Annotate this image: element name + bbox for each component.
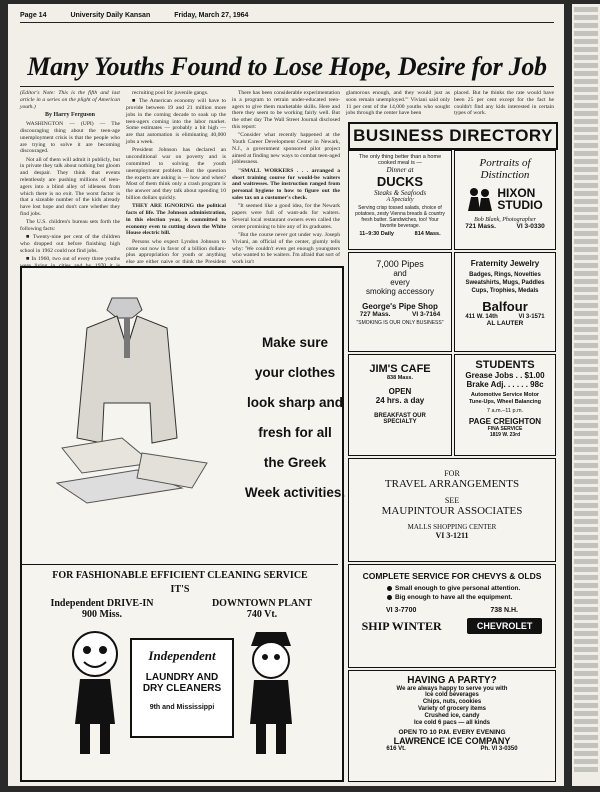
jims-special: BREAKFAST OUR SPECIALTY <box>374 413 426 425</box>
hixon-name <box>497 187 542 211</box>
ice-address: 616 Vt. <box>386 746 406 752</box>
paragraph: ■ In 1960, two out of every three youths <box>26 256 120 263</box>
lawrence-ice-ad <box>348 670 556 782</box>
jims-cafe-ad <box>348 354 452 456</box>
georges-line-3: every <box>390 278 410 287</box>
ice-name: LAWRENCE ICE COMPANY <box>393 736 511 746</box>
ad-line: look sharp and <box>246 395 344 410</box>
hixon-line-2: Distinction <box>480 169 530 181</box>
paragraph: glamorous enough, and they would just as soon remain unemployed.'" Viviani said only 11 per cent of the 14,000 youths who sought jobs through the center have been <box>346 90 450 117</box>
georges-line-2: and <box>393 269 407 278</box>
location-downtown <box>202 598 322 620</box>
hixon-phone: VI 3-0330 <box>516 223 545 230</box>
jims-name: JIM'S CAFE <box>369 363 431 375</box>
ad-line: fresh for all <box>258 425 332 440</box>
ice-open: OPEN TO 10 P.M. EVERY EVENING <box>398 729 506 736</box>
ducks-specialty: A Specialty <box>386 197 414 203</box>
logo-name-1: LAUNDRY AND <box>145 672 219 683</box>
ice-item: Variety of grocery items <box>417 706 487 712</box>
page-number: Page 14 <box>20 12 47 19</box>
balfour-items: Badges, Rings, Novelties Sweatshirts, Mugs, Paddles Cups, Trophies, Medals <box>465 272 545 294</box>
ice-footer <box>349 746 555 752</box>
article-column-1 <box>20 90 120 264</box>
byline: By Harry Ferguson <box>45 112 95 119</box>
ad-divider <box>22 564 338 565</box>
creighton-address: 1819 W. 23rd <box>489 432 521 438</box>
georges-pipe-shop-ad <box>348 252 452 352</box>
ice-item: Crushed ice, candy <box>424 713 480 719</box>
paragraph: There has been considerable experimentation in a program to retrain under-educated teen-agers to give them marketable skills. Here and there they seem to be working fairly well. But the other day The Wall Street Journal disclosed this report: <box>232 90 340 130</box>
creighton-line-2: Brake Adj. . . . . . 98c <box>466 380 544 389</box>
ice-item: Ice cold 6 pacs — all kinds <box>413 720 491 726</box>
shipwinter-name: SHIP WINTER <box>361 618 442 633</box>
georges-address: 727 Mass. <box>359 311 391 318</box>
bullet-text: Big enough to have all the equipment. <box>395 594 513 601</box>
location-drive-in <box>42 598 162 620</box>
georges-slogan: "SMOKING IS OUR ONLY BUSINESS" <box>356 320 444 326</box>
creighton-line-1: Grease Jobs . . $1.00 <box>465 371 545 380</box>
bullet-icon <box>387 595 392 600</box>
creighton-name: PAGE CREIGHTON <box>468 417 542 426</box>
shipwinter-address: 738 N.H. <box>490 607 518 614</box>
ice-item: Chips, nuts, cookies <box>422 699 482 705</box>
paragraph: ■ Twenty-nine per cent of the children who dropped out before finishing high school in 1962 could not find jobs. <box>20 234 120 255</box>
georges-line-1: 7,000 Pipes <box>376 259 424 269</box>
ad-line: Make sure <box>261 335 329 350</box>
ice-intro: We are always happy to serve you with <box>396 686 508 692</box>
logo-script: Independent <box>148 648 216 663</box>
ducks-tag: Steaks & Seafoods <box>373 189 427 197</box>
cleaners-ad-copy <box>240 328 350 508</box>
bullet-text: Small enough to give personal attention. <box>395 585 521 592</box>
cleaners-logo-box <box>130 638 234 738</box>
paragraph: "Consider what recently happened at the Youth Career Development Center in Newark, N.J., a government sponsored pilot project aimed at finding new ways to combat teen-aged joblessness. <box>232 132 340 166</box>
article-column-5 <box>454 90 554 118</box>
headline: Many Youths Found to Lose Hope, Desire for Job <box>27 52 547 81</box>
ducks-desc: Serving crisp tossed salads, choice of potatoes, zesty Vienna breads & country fresh butter. Sandwiches, too! Your favorite beverage. <box>355 205 445 229</box>
location-address: 740 Vt. <box>246 609 278 620</box>
paragraph: Not all of them will admit it publicly, but in private they talk about nothing but gloom and despair. They think that events relentlessly are pushing millions of teen-agers into a blind alley of idleness from which there is no exit. The worst factor is that a sizeable number of the kids already have lost hope and don't care whether they find jobs. <box>20 156 120 218</box>
paragraph: placed. But he thinks the rate would have been 25 per cent except for the fact he couldn't find any kids interested in certain types of work. <box>454 90 554 117</box>
location-address: 900 Miss. <box>82 609 122 620</box>
mascot-right-illustration <box>236 624 306 764</box>
paragraph: "It seemed like a good idea, for the Newark papers were full of want-ads for waiters. Several local restaurant owners even called the center promising to hire any of its graduates. <box>232 203 340 230</box>
folio-rule <box>20 22 554 23</box>
balfour-title: Fraternity Jewelry <box>470 259 540 268</box>
creighton-title: STUDENTS <box>475 359 535 371</box>
issue-date: Friday, March 27, 1964 <box>174 12 249 19</box>
shipwinter-contact-row <box>349 607 555 614</box>
maupintour-location: MALLS SHOPPING CENTER <box>407 523 497 531</box>
paragraph: President Johnson has declared an unconditional war on poverty and is committed to solving the youth unemployment problem. But the question the experts are asking is — how and when? Most of them think only a crash program is the answer and they talk about spending 10 billion dollars quickly. <box>126 147 226 201</box>
creighton-sub: FINA SERVICE <box>487 426 523 432</box>
hixon-logo-row <box>455 187 555 211</box>
hixon-footer <box>455 223 555 230</box>
georges-phone: VI 3-7164 <box>412 311 441 318</box>
balfour-contact: AL LAUTER <box>486 320 524 327</box>
shipwinter-bullet-2 <box>387 594 555 601</box>
georges-name: George's Pipe Shop <box>362 302 438 311</box>
cleaners-header: FOR FASHIONABLE EFFICIENT CLEANING SERVICE <box>52 570 308 581</box>
georges-footer <box>349 311 451 318</box>
maupintour-for: FOR <box>444 469 460 478</box>
logo-name-2: DRY CLEANERS <box>142 683 222 694</box>
maupintour-service: TRAVEL ARRANGEMENTS <box>384 478 520 490</box>
suit-illustration <box>42 288 212 518</box>
logo-address: 9th and Mississippi <box>149 704 215 711</box>
headline-rule <box>20 86 554 87</box>
article-column-3 <box>232 90 340 264</box>
newspaper-page <box>8 4 564 786</box>
chevrolet-logo: CHEVROLET <box>467 618 543 634</box>
hixon-name-2: STUDIO <box>497 198 543 212</box>
shipwinter-phone: VI 3-7700 <box>386 607 417 614</box>
ship-winter-ad <box>348 564 556 668</box>
maupintour-name: MAUPINTOUR ASSOCIATES <box>381 505 523 517</box>
hixon-name-1: HIXON <box>497 186 536 200</box>
paragraph: WASHINGTON — (UPI) — The discouraging thing about the teen-age unemployment crisis is that the people who are trying to solve it are becoming discouraged. <box>20 121 120 155</box>
family-silhouette-icon <box>467 187 493 211</box>
jims-open: OPEN <box>388 387 412 396</box>
ad-line: the Greek <box>263 455 327 470</box>
maupintour-phone: VI 3-1211 <box>435 531 469 540</box>
balfour-phone: VI 3-1571 <box>518 314 545 320</box>
balfour-name: Balfour <box>482 299 528 314</box>
ice-title: HAVING A PARTY? <box>407 675 497 686</box>
ducks-address: 814 Mass. <box>414 231 441 237</box>
balfour-address: 411 W. 14th <box>465 314 498 320</box>
maupintour-ad <box>348 458 556 562</box>
hixon-photographer: Bob Blank, Photographer <box>474 217 536 223</box>
maupintour-see: SEE <box>444 496 460 505</box>
ice-item: Ice cold beverages <box>425 692 479 698</box>
shipwinter-brand-row <box>349 618 555 634</box>
ducks-ad <box>348 150 452 250</box>
creighton-hours: 7 a.m.–11 p.m. <box>486 408 524 414</box>
paragraph: Persons who expect Lyndon Johnson to come out now in favor of a billion dollars-plus appropriation for youth or anything else are either naive or think the President <box>126 238 226 266</box>
hixon-line-1: Portraits of <box>479 157 531 169</box>
mascot-left-illustration <box>60 624 130 764</box>
shipwinter-title: COMPLETE SERVICE FOR CHEVYS & OLDS <box>362 571 542 581</box>
jims-hours: 24 hrs. a day <box>375 396 425 405</box>
paragraph: recruiting pool for juvenile gangs. <box>132 90 209 96</box>
location-name: Independent DRIVE-IN <box>50 598 154 609</box>
cleaners-ad <box>20 266 344 782</box>
location-name: DOWNTOWN PLANT <box>211 598 313 609</box>
paragraph: THEY ARE IGNORING the political facts of life. The Johnson administration, in this election year, is committed to economy even to cutting down the White House electric bill. <box>126 203 226 237</box>
balfour-ad <box>454 252 556 352</box>
ad-line: your clothes <box>254 365 336 380</box>
paragraph: "But the course never got under way. Joseph Viviani, an official of the center, glumly tells why: 'We couldn't even get enough youngsters who wanted to be waiters. I'm afraid that sort of work isn't <box>232 231 340 266</box>
ducks-dinner-at: Dinner at <box>386 166 414 174</box>
bullet-icon <box>387 586 392 591</box>
adjacent-page-strip <box>572 4 600 786</box>
georges-line-4: smoking accessory <box>365 287 435 296</box>
hixon-address: 721 Mass. <box>465 223 496 230</box>
ducks-intro: The only thing better than a home cooked meal is — <box>358 154 442 166</box>
editors-note: (Editor's Note: This is the fifth and last article in a series on the plight of American youth.) <box>20 90 120 110</box>
article-column-4 <box>346 90 450 118</box>
paragraph: The U.S. children's bureau sets forth the following facts: <box>20 219 120 233</box>
creighton-service: Automotive Service Motor Tune-Ups, Wheel Balancing <box>468 392 541 405</box>
ad-line: Week activities. <box>244 485 346 500</box>
ducks-hours: 11–9:30 Daily <box>359 231 394 237</box>
shipwinter-bullet-1 <box>387 585 555 592</box>
business-directory-title: BUSINESS DIRECTORY <box>348 122 558 150</box>
paragraph: "SMALL WORKERS . . . arranged a short training course for would-be waiters and waitresses. The instruction ranged from personal hygiene to how to figure out the sales tax on a customer's check. <box>232 167 340 201</box>
cleaners-its: IT'S <box>170 584 190 595</box>
ducks-name: DUCKS <box>376 174 424 189</box>
paragraph: ■ The American economy will have to provide between 19 and 21 million more jobs in the coming decade to soak up the teen-agers coming into the labor market. Some estimates — probably a bit high — are that automation is eliminating 40,000 jobs a week. <box>126 98 226 146</box>
jims-address: 838 Mass. <box>387 375 413 381</box>
ducks-footer <box>349 231 451 237</box>
paper-name: University Daily Kansan <box>70 12 151 19</box>
ice-phone: Ph. VI 3-0350 <box>480 746 518 752</box>
hixon-ad <box>454 150 556 250</box>
page-creighton-ad <box>454 354 556 456</box>
article-column-2 <box>126 90 226 264</box>
folio-line <box>20 12 554 19</box>
